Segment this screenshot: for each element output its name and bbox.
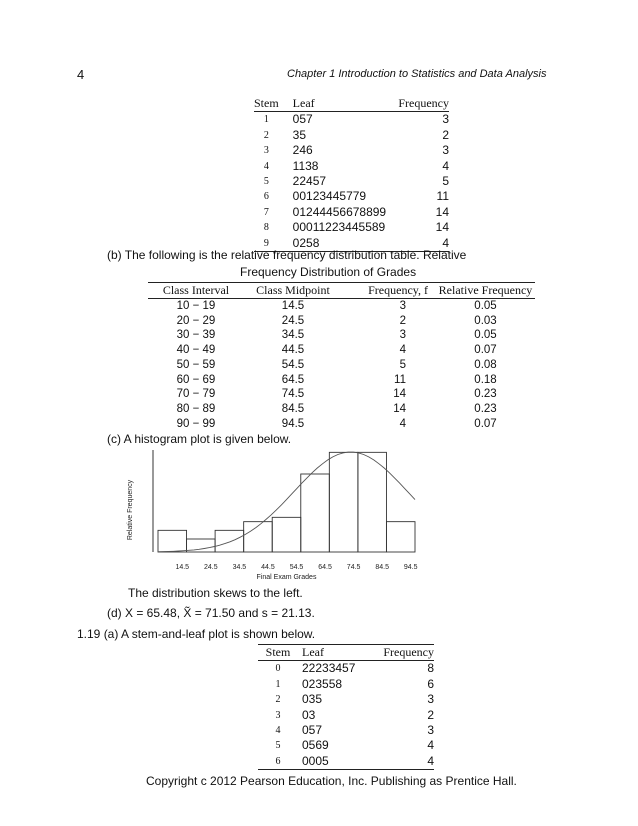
table-row [254, 159, 449, 174]
frequency-cell: 4 [442, 158, 449, 173]
frequency-cell: 3 [442, 112, 449, 127]
part-c-text: (c) A histogram plot is given below. [107, 432, 292, 446]
frequency-cell: 14 [393, 388, 406, 401]
leaf-cell: 035 [302, 692, 323, 707]
frequency-cell: 2 [399, 314, 406, 327]
table-row [148, 402, 535, 417]
stem-leaf-table-2 [258, 644, 434, 770]
frequency-cell: 11 [394, 373, 406, 386]
class-interval-cell: 90 − 99 [176, 417, 216, 430]
histogram-bar [358, 452, 387, 552]
frequency-cell: 4 [427, 738, 434, 753]
leaf-cell: 057 [292, 112, 313, 127]
stem-cell: 1 [263, 114, 269, 126]
frequency-cell: 5 [442, 174, 449, 189]
chapter-header: Chapter 1 Introduction to Statistics and Data Analysis [287, 68, 547, 80]
table-row [258, 661, 434, 677]
frequency-distribution-table [148, 282, 535, 431]
frequency-cell: 3 [399, 329, 406, 342]
stem-cell: 8 [263, 222, 269, 234]
stem-cell: 9 [263, 237, 269, 249]
stem-cell: 0 [275, 663, 281, 675]
x-tick-label: 64.5 [318, 564, 332, 571]
relative-frequency-cell: 0.23 [474, 402, 497, 415]
col-header-class-midpoint: Class Midpoint [244, 283, 342, 299]
table-row [254, 174, 449, 189]
frequency-cell: 3 [427, 692, 434, 707]
table-row [148, 328, 535, 343]
class-midpoint-cell: 74.5 [281, 388, 305, 401]
table-row [148, 343, 535, 358]
stem-cell: 7 [263, 206, 269, 218]
leaf-cell: 22457 [292, 174, 327, 189]
col-header-frequency: Frequency [378, 645, 434, 661]
leaf-cell: 023558 [302, 676, 343, 691]
table-row [148, 417, 535, 432]
frequency-cell: 5 [399, 358, 406, 371]
table-row [148, 299, 535, 314]
x-tick-label: 24.5 [204, 564, 218, 571]
density-curve [158, 452, 415, 552]
x-tick-label: 44.5 [261, 564, 275, 571]
class-interval-cell: 10 − 19 [176, 300, 216, 312]
leaf-cell: 35 [292, 127, 307, 142]
leaf-cell: 0258 [292, 235, 320, 250]
table-row [258, 754, 434, 770]
part-b-text: (b) The following is the relative frequency distribution table. Relative [107, 248, 467, 262]
relative-frequency-cell: 0.05 [474, 300, 497, 312]
stem-leaf-table-1 [254, 96, 449, 252]
class-midpoint-cell: 94.5 [281, 417, 305, 430]
class-midpoint-cell: 34.5 [281, 329, 305, 342]
stem-cell: 5 [263, 176, 269, 188]
table-row [258, 738, 434, 753]
histogram-bar [158, 530, 187, 552]
relative-frequency-cell: 0.08 [474, 358, 497, 371]
frequency-cell: 4 [399, 344, 406, 357]
class-interval-cell: 50 − 59 [176, 358, 216, 371]
x-tick-label: 54.5 [289, 564, 304, 571]
leaf-cell: 246 [292, 143, 313, 158]
class-midpoint-cell: 84.5 [281, 402, 305, 415]
table-title: Frequency Distribution of Grades [240, 265, 417, 279]
table-row [254, 143, 449, 158]
leaf-cell: 22233457 [302, 661, 356, 676]
leaf-cell: 1138 [292, 158, 319, 173]
table-row [254, 220, 449, 235]
relative-frequency-cell: 0.18 [474, 373, 497, 386]
x-tick-label: 84.5 [375, 564, 389, 571]
copyright-footer: Copyright c 2012 Pearson Education, Inc. Publishing as Prentice Hall. [146, 774, 517, 788]
col-header-class-interval: Class Interval [148, 283, 244, 299]
class-midpoint-cell: 54.5 [281, 358, 305, 371]
col-header-leaf: Leaf [279, 96, 388, 112]
frequency-cell: 4 [427, 753, 434, 768]
leaf-cell: 0569 [302, 738, 329, 753]
col-header-frequency: Frequency [388, 96, 449, 112]
class-interval-cell: 40 − 49 [176, 344, 216, 357]
table-row [254, 112, 449, 128]
class-interval-cell: 80 − 89 [176, 402, 216, 415]
frequency-cell: 14 [435, 220, 449, 235]
frequency-cell: 2 [442, 127, 449, 142]
table-row [148, 314, 535, 329]
stem-cell: 4 [263, 160, 269, 172]
stem-cell: 5 [275, 740, 281, 752]
class-midpoint-cell: 44.5 [281, 344, 305, 357]
stem-cell: 1 [275, 678, 281, 690]
stem-cell: 6 [275, 755, 281, 767]
stem-cell: 2 [275, 694, 281, 706]
histogram-bar [301, 474, 330, 552]
skew-text: The distribution skews to the left. [128, 586, 303, 600]
table-row [258, 677, 434, 692]
table-row [148, 373, 535, 388]
class-interval-cell: 30 − 39 [176, 329, 216, 342]
leaf-cell: 00123445779 [292, 189, 367, 204]
histogram-bar [272, 517, 301, 552]
class-midpoint-cell: 14.5 [281, 300, 305, 312]
frequency-cell: 4 [399, 417, 406, 430]
col-header-leaf: Leaf [298, 645, 378, 661]
frequency-cell: 3 [427, 723, 434, 738]
relative-frequency-cell: 0.03 [474, 314, 497, 327]
leaf-cell: 057 [302, 723, 323, 738]
col-header-stem: Stem [258, 645, 298, 661]
table-row [254, 128, 449, 143]
stem-cell: 2 [263, 129, 269, 141]
class-interval-cell: 20 − 29 [176, 314, 216, 327]
leaf-cell: 03 [302, 707, 316, 722]
leaf-cell: 01244456678899 [292, 204, 387, 219]
frequency-cell: 14 [435, 204, 449, 219]
frequency-cell: 2 [427, 707, 434, 722]
table-row [148, 387, 535, 402]
part-d-text: (d) X = 65.48, X̃ = 71.50 and s = 21.13. [107, 606, 315, 620]
x-axis-label: Final Exam Grades [256, 574, 317, 581]
histogram-bar [215, 530, 244, 552]
stem-cell: 6 [263, 191, 269, 203]
x-tick-label: 14.5 [175, 564, 190, 571]
frequency-cell: 4 [442, 235, 449, 250]
x-tick-label: 94.5 [403, 564, 418, 571]
histogram-chart [115, 448, 435, 588]
exercise-1-19-text: 1.19 (a) A stem-and-leaf plot is shown below. [77, 627, 316, 641]
table-row [254, 205, 449, 220]
class-interval-cell: 60 − 69 [176, 373, 216, 386]
relative-frequency-cell: 0.23 [474, 388, 497, 401]
histogram-bar [386, 522, 415, 552]
stem-cell: 4 [275, 725, 281, 737]
leaf-cell: 0005 [302, 753, 329, 768]
table-row [258, 723, 434, 738]
col-header-frequency: Frequency, f [342, 283, 436, 299]
page-number: 4 [77, 67, 85, 82]
table-row [258, 692, 434, 707]
x-tick-label: 34.5 [232, 564, 247, 571]
frequency-cell: 3 [399, 300, 406, 312]
histogram-bar [329, 452, 358, 552]
frequency-cell: 8 [427, 661, 434, 676]
table-row [258, 708, 434, 723]
x-tick-label: 74.5 [346, 564, 361, 571]
class-midpoint-cell: 64.5 [281, 373, 305, 386]
class-midpoint-cell: 24.5 [281, 314, 305, 327]
col-header-stem: Stem [254, 96, 279, 110]
col-header-relative-frequency: Relative Frequency [436, 283, 535, 299]
leaf-cell: 00011223445589 [292, 220, 386, 235]
frequency-cell: 3 [442, 143, 449, 158]
class-interval-cell: 70 − 79 [176, 388, 216, 401]
relative-frequency-cell: 0.07 [474, 417, 497, 430]
relative-frequency-cell: 0.05 [474, 329, 497, 342]
y-axis-label: Relative Frequency [127, 479, 134, 541]
frequency-cell: 14 [393, 402, 406, 415]
table-row [148, 358, 535, 373]
frequency-cell: 11 [436, 189, 449, 204]
stem-cell: 3 [263, 145, 269, 157]
table-row [254, 189, 449, 204]
relative-frequency-cell: 0.07 [474, 344, 497, 357]
stem-cell: 3 [275, 709, 281, 721]
frequency-cell: 6 [427, 676, 434, 691]
